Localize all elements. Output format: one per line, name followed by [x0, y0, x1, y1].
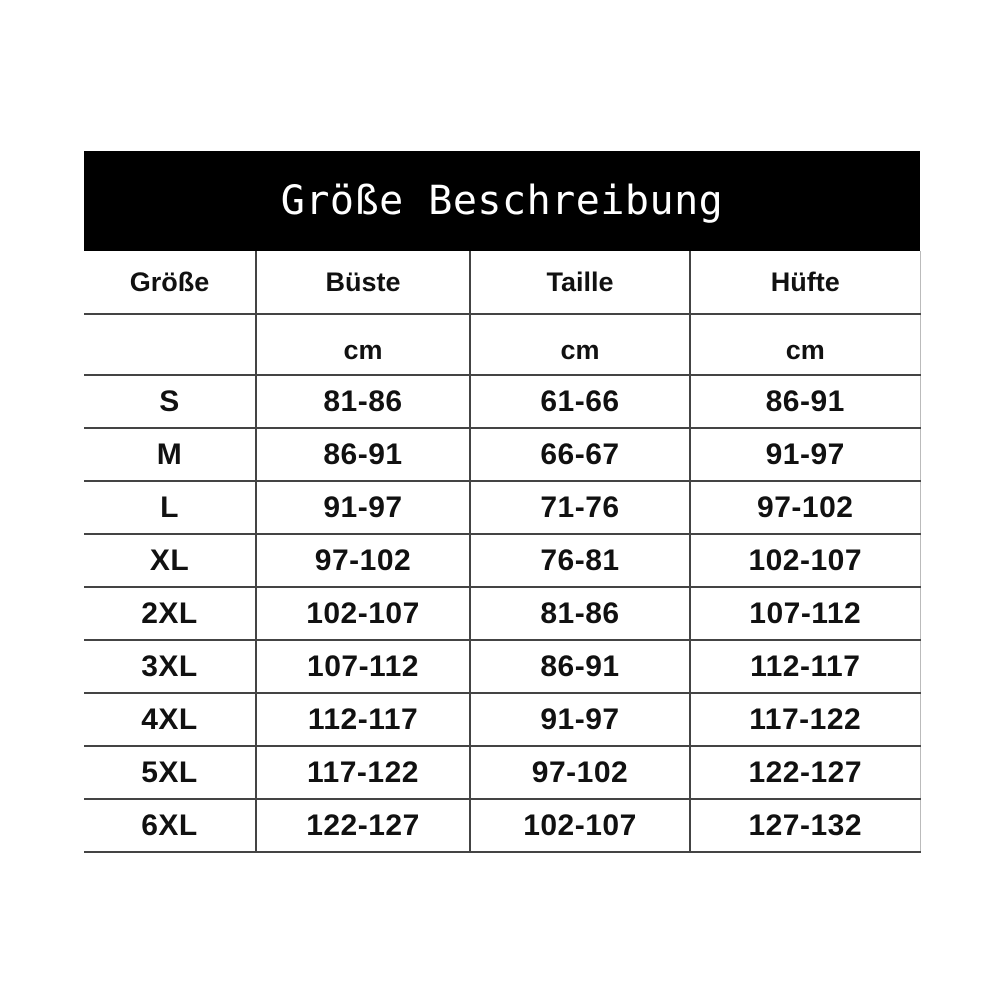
cell-hip: 117-122	[690, 693, 920, 746]
cell-waist: 86-91	[470, 640, 690, 693]
size-chart-title: Größe Beschreibung	[84, 151, 920, 251]
cell-waist: 66-67	[470, 428, 690, 481]
cell-bust: 117-122	[256, 746, 470, 799]
cell-hip: 127-132	[690, 799, 920, 852]
unit-row	[84, 314, 920, 375]
unit-size	[84, 314, 256, 375]
unit-bust: cm	[256, 314, 470, 375]
cell-waist: 71-76	[470, 481, 690, 534]
unit-hip: cm	[690, 314, 920, 375]
table-row	[84, 799, 920, 852]
cell-size: M	[84, 428, 256, 481]
cell-size: 4XL	[84, 693, 256, 746]
cell-waist: 102-107	[470, 799, 690, 852]
table-row	[84, 534, 920, 587]
cell-waist: 61-66	[470, 375, 690, 428]
table-row	[84, 481, 920, 534]
cell-bust: 102-107	[256, 587, 470, 640]
cell-bust: 122-127	[256, 799, 470, 852]
cell-bust: 91-97	[256, 481, 470, 534]
header-bust: Büste	[256, 251, 470, 314]
cell-bust: 86-91	[256, 428, 470, 481]
cell-hip: 91-97	[690, 428, 920, 481]
table-row	[84, 587, 920, 640]
table-row	[84, 640, 920, 693]
table-row	[84, 693, 920, 746]
cell-size: XL	[84, 534, 256, 587]
cell-bust: 112-117	[256, 693, 470, 746]
cell-hip: 102-107	[690, 534, 920, 587]
size-chart	[84, 151, 920, 853]
cell-hip: 107-112	[690, 587, 920, 640]
cell-waist: 97-102	[470, 746, 690, 799]
table-row	[84, 746, 920, 799]
unit-waist: cm	[470, 314, 690, 375]
cell-hip: 86-91	[690, 375, 920, 428]
cell-waist: 76-81	[470, 534, 690, 587]
cell-hip: 97-102	[690, 481, 920, 534]
size-table	[84, 251, 921, 853]
cell-bust: 107-112	[256, 640, 470, 693]
cell-waist: 91-97	[470, 693, 690, 746]
cell-bust: 97-102	[256, 534, 470, 587]
cell-hip: 122-127	[690, 746, 920, 799]
cell-size: 6XL	[84, 799, 256, 852]
cell-size: 3XL	[84, 640, 256, 693]
cell-size: S	[84, 375, 256, 428]
header-hip: Hüfte	[690, 251, 920, 314]
table-row	[84, 428, 920, 481]
header-size: Größe	[84, 251, 256, 314]
header-waist: Taille	[470, 251, 690, 314]
table-row	[84, 375, 920, 428]
cell-size: 2XL	[84, 587, 256, 640]
cell-size: L	[84, 481, 256, 534]
cell-bust: 81-86	[256, 375, 470, 428]
cell-size: 5XL	[84, 746, 256, 799]
cell-waist: 81-86	[470, 587, 690, 640]
cell-hip: 112-117	[690, 640, 920, 693]
header-row	[84, 251, 920, 314]
